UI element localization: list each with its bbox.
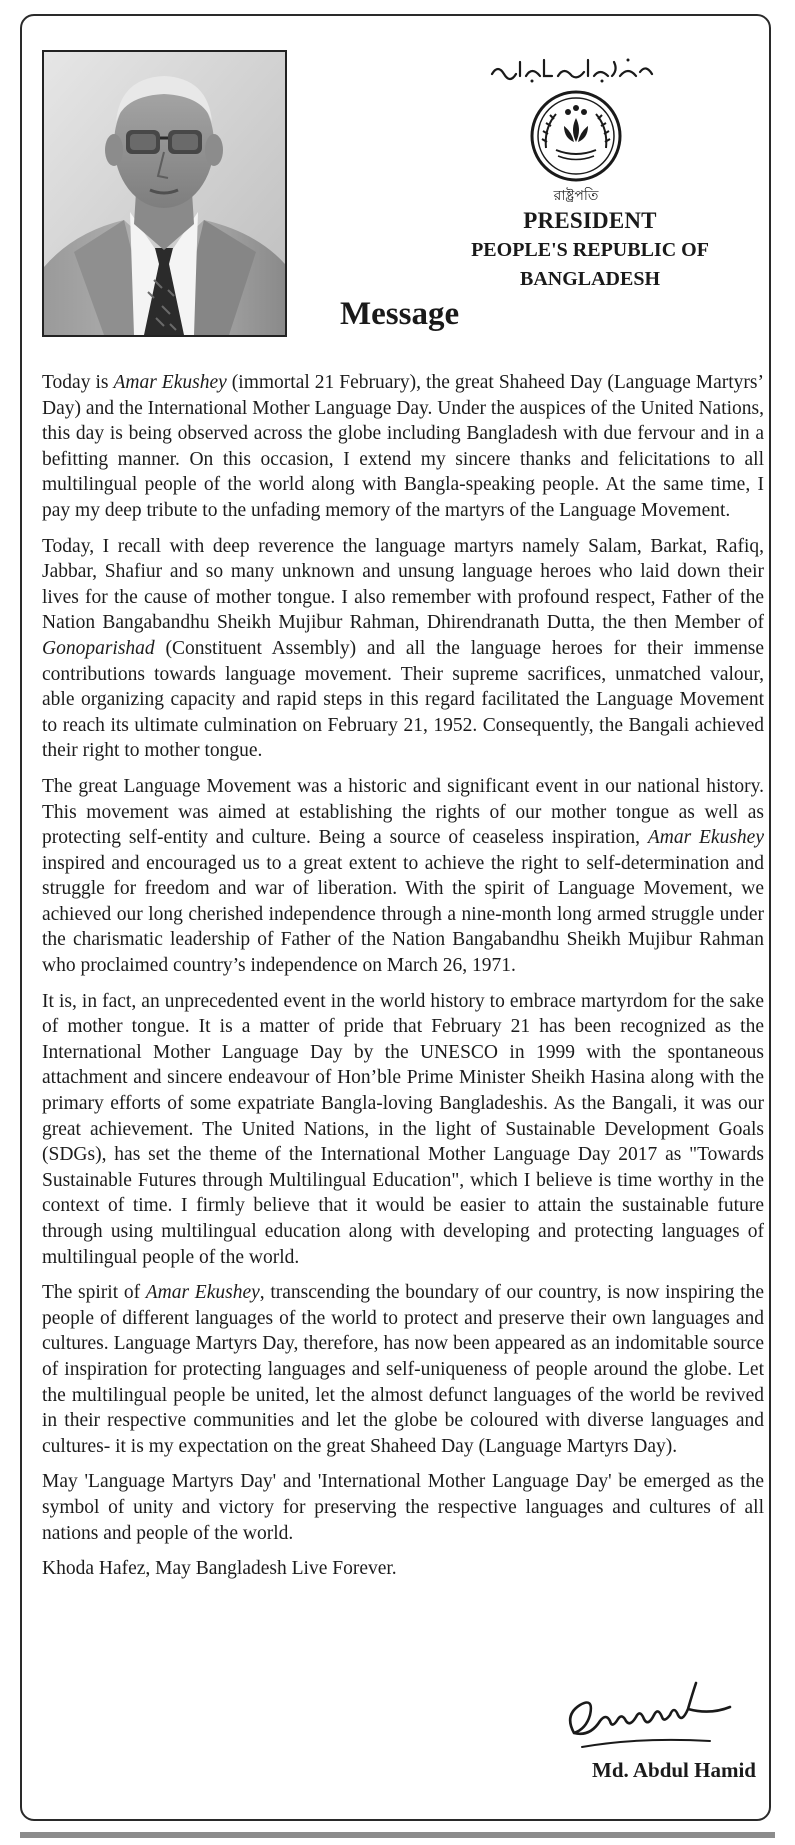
bottom-rule (20, 1832, 775, 1838)
paragraph-italic: Gonoparishad (42, 637, 155, 659)
paragraph-text: May 'Language Martyrs Day' and 'International Mother Language Day' be emerged as the symbol of unity and victory for preserving the respective languages and cultures of all nations and people of the world. (42, 1471, 764, 1544)
bismillah-calligraphy (488, 54, 658, 84)
paragraph-4 (42, 989, 764, 1271)
message-body (42, 370, 764, 1582)
paragraph-5 (42, 1280, 764, 1459)
paragraph-text: Khoda Hafez, May Bangladesh Live Forever. (42, 1558, 397, 1580)
paragraph-italic: Amar Ekushey (113, 372, 227, 393)
paragraph-text: (immortal 21 February), the great Shaheed Day (Language Martyrs’ Day) and the International Mother Language Day. Under the auspices of the United Nations, this day is being observed across the globe including Bangladesh with due fervour and in a befitting manner. On this occasion, I extend my sincere thanks and felicitations to all multilingual people of the world along with Bangla-speaking people. At the same time, I pay my deep tribute to the unfading memory of the martyrs of the Language Movement. (42, 372, 764, 521)
paragraph-text: Today is (42, 372, 114, 393)
paragraph-text: , transcending the boundary of our country, is now inspiring the people of different languages of the world to protect and preserve their own languages and cultures. Language Martyrs Day, therefore, has now been appeared as an indomitable source of inspiration for protecting languages and self-uniqueness of people around the globe. Let the multilingual people be united, let the almost defunct languages of the world be revived in their respective communities and let the globe be coloured with diverse languages and cultures- it is my expectation on the great Shaheed Day (Language Martyrs Day). (42, 1282, 764, 1457)
presidential-emblem-seal (516, 88, 636, 208)
country-line-2: BANGLADESH (519, 268, 661, 290)
paragraph-2 (42, 534, 764, 764)
paragraph-6 (42, 1469, 764, 1546)
paragraph-1 (42, 370, 764, 524)
paragraph-3 (42, 774, 764, 979)
signatory-name: Md. Abdul Hamid (592, 1758, 756, 1782)
message-heading: Message (340, 296, 460, 332)
handwritten-signature (560, 1675, 735, 1757)
paragraph-italic: Amar Ekushey (647, 827, 764, 849)
paragraph-text: The spirit of (42, 1282, 146, 1304)
emblem-caption: রাষ্ট্রপতি (553, 188, 599, 204)
paragraph-text: It is, in fact, an unprecedented event in the world history to embrace martyrdom for the sake of mother tongue. It is a matter of pride that February 21 has been recognized as the International Mother Language Day by the UNESCO in 1999 with the spontaneous attachment and sincere endeavour of Hon’ble Prime Minister Sheikh Hasina along with the primary efforts of some expatriate Bangla-loving Bangladeshis. As the Bangali, it was our great achievement. The United Nations, in the light of Sustainable Development Goals (SDGs), has set the theme of the International Mother Language Day 2017 as "Towards Sustainable Futures through Multilingual Education", which I believe is time worthy in the context of time. I firmly believe that it would be easier to attain the sustainable future through using multilingual education along with developing and protecting languages of multilingual people of the world. (42, 990, 764, 1268)
paragraph-text: inspired and encouraged us to a great extent to achieve the right to self-determination and struggle for freedom and war of liberation. With the spirit of Language Movement, we achieved our long cherished independence through a nine-month long armed struggle under the charismatic leadership of Father of the Nation Bangabandhu Sheikh Mujibur Rahman who proclaimed country’s independence on March 26, 1971. (42, 852, 764, 977)
paragraph-7-closing (42, 1556, 764, 1582)
office-title: PRESIDENT (523, 208, 657, 233)
paragraph-text: (Constituent Assembly) and all the language heroes for their immense contributions towards language movement. Their supreme sacrifices, unmatched valour, able organizing capacity and rapid steps in this regard facilitated the Language Movement to reach its ultimate culmination on February 21, 1952. Consequently, the Bangali achieved their right to mother tongue. (42, 637, 764, 762)
president-portrait (42, 50, 287, 337)
paragraph-text: The great Language Movement was a historic and significant event in our national history. This movement was aimed at establishing the rights of our mother tongue as well as protecting self-entity and culture. Being a source of ceaseless inspiration, (42, 775, 764, 849)
country-line-1: PEOPLE'S REPUBLIC OF (471, 239, 709, 261)
paragraph-italic: Amar Ekushey (145, 1282, 260, 1304)
paragraph-text: Today, I recall with deep reverence the language martyrs namely Salam, Barkat, Rafiq, Jabbar, Shafiur and so many unknown and unsung language heroes who laid down their lives for the cause of mother tongue. I also remember with profound respect, Father of the Nation Bangabandhu Sheikh Mujibur Rahman, Dhirendranath Dutta, the then Member of (42, 535, 764, 634)
